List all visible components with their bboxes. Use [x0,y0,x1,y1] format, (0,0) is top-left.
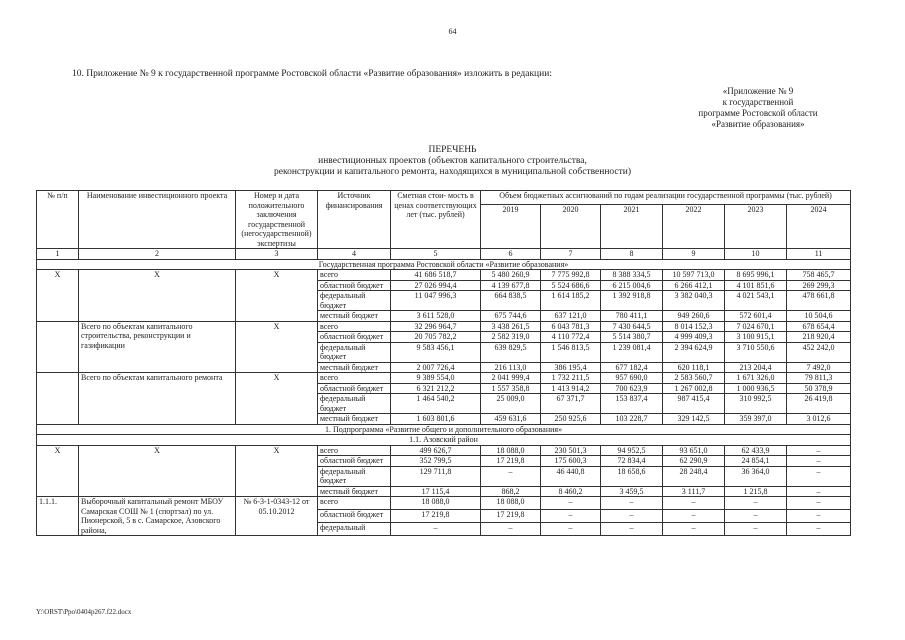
cell-value: 269 299,3 [787,280,851,291]
cell-value: 2 041 999,4 [481,373,541,384]
cell-value: 103 228,7 [601,414,663,425]
cell-value: 758 465,7 [787,270,851,281]
header-year: 2020 [541,205,601,249]
cell-value: 175 600,3 [541,456,601,467]
header-year: 2019 [481,205,541,249]
cell-source: федеральный [318,523,391,536]
cell-value: 62 433,9 [725,445,787,456]
cell-expertise: X [236,445,318,497]
cell-value: 7 430 644,5 [601,321,663,332]
cell-source: областной бюджет [318,456,391,467]
cell-value: 3 710 550,6 [725,342,787,362]
cell-source: федеральный бюджет [318,394,391,414]
cell-value: – [787,510,851,523]
cell-value: – [725,510,787,523]
cell-value: 3 382 040,3 [663,291,725,311]
cell-source: всего [318,373,391,384]
cell-source: областной бюджет [318,280,391,291]
cell-value: 1 614 185,2 [541,291,601,311]
cell-value: 6 266 412,1 [663,280,725,291]
cell-value: 10 504,6 [787,311,851,322]
column-number: 4 [318,249,391,260]
cell-source: всего [318,497,391,510]
cell-value: 4 999 409,3 [663,332,725,343]
cell-value: 664 838,5 [481,291,541,311]
cell-value: 153 837,4 [601,394,663,414]
cell-value: 700 623,9 [601,383,663,394]
cell-source: всего [318,321,391,332]
column-number: 1 [37,249,79,260]
appendix-line: «Развитие образования» [711,119,805,129]
cell-value: 50 378,9 [787,383,851,394]
cell-value: – [601,510,663,523]
cell-project-name: Всего по объектам капитального ремонта [79,373,236,425]
cell-value: 637 121,0 [541,311,601,322]
section-row [37,424,851,435]
cell-value: – [787,497,851,510]
cell-project-name: X [79,445,236,497]
cell-value: 459 631,6 [481,414,541,425]
cell-value: – [601,523,663,536]
document-title [0,145,905,178]
cell-value: 213 204,4 [725,362,787,373]
cell-value: 79 811,3 [787,373,851,384]
cell-value: 62 290,9 [663,456,725,467]
column-number: 6 [481,249,541,260]
cell-value: 4 101 851,6 [725,280,787,291]
cell-value: – [601,497,663,510]
cell-value: 2 583 560,7 [663,373,725,384]
cell-project-name: X [79,270,236,322]
column-number: 10 [725,249,787,260]
cell-source: федеральный бюджет [318,291,391,311]
cell-value: – [725,497,787,510]
cell-value: – [725,523,787,536]
header-year: 2021 [601,205,663,249]
cell-value: 41 686 518,7 [391,270,481,281]
cell-expertise: X [236,373,318,425]
cell-value: 1 603 801,6 [391,414,481,425]
section-title: 1.1. Азовский район [37,435,851,446]
cell-value: 8 695 996,1 [725,270,787,281]
cell-value: 1 392 918,8 [601,291,663,311]
cell-value: 26 419,8 [787,394,851,414]
cell-value: 18 088,0 [481,445,541,456]
cell-value: 28 248,4 [663,466,725,486]
cell-value: 1 413 914,2 [541,383,601,394]
cell-value: – [663,497,725,510]
cell-value: 780 411,1 [601,311,663,322]
cell-value: 230 501,3 [541,445,601,456]
table-row [37,270,851,281]
section-title: 1. Подпрограмма «Развитие общего и дополнительного образования» [37,424,851,435]
cell-value: 94 952,5 [601,445,663,456]
cell-value: 1 000 936,5 [725,383,787,394]
column-number: 9 [663,249,725,260]
cell-source: всего [318,445,391,456]
cell-value: 18 658,6 [601,466,663,486]
cell-value: 24 854,1 [725,456,787,467]
cell-value: 7 775 992,8 [541,270,601,281]
cell-source: областной бюджет [318,383,391,394]
header-row [37,191,851,205]
cell-value: 678 654,4 [787,321,851,332]
cell-value: 572 601,4 [725,311,787,322]
intro-text: 10. Приложение № 9 к государственной программе Ростовской области «Развитие образования» изложить в редакции: [72,69,552,79]
cell-value: 6 043 781,3 [541,321,601,332]
cell-value: 2 007 726,4 [391,362,481,373]
cell-no: X [37,445,79,497]
cell-value: 2 582 319,0 [481,332,541,343]
cell-value: 17 219,8 [481,510,541,523]
cell-value: 675 744,6 [481,311,541,322]
cell-value: 8 460,2 [541,486,601,497]
cell-no: 1.1.1. [37,497,79,536]
cell-no [37,373,79,425]
header-name: Наименование инвестиционного проекта [79,191,236,249]
cell-value: 7 024 670,1 [725,321,787,332]
cell-source: местный бюджет [318,311,391,322]
column-number: 2 [79,249,236,260]
cell-value: 6 215 004,6 [601,280,663,291]
cell-value: 1 557 358,8 [481,383,541,394]
column-number: 8 [601,249,663,260]
page-number: 64 [448,27,457,36]
header-source: Источник финансирования [318,191,391,249]
section-row [37,435,851,446]
cell-value: 5 480 260,9 [481,270,541,281]
cell-value: 3 438 261,5 [481,321,541,332]
cell-value: 4 139 677,8 [481,280,541,291]
cell-value: 5 524 686,6 [541,280,601,291]
cell-value: 3 459,5 [601,486,663,497]
cell-value: 359 397,0 [725,414,787,425]
cell-value: 868,2 [481,486,541,497]
cell-value: 8 388 334,5 [601,270,663,281]
cell-value: 478 661,8 [787,291,851,311]
cell-expertise: X [236,270,318,322]
cell-project-name: Всего по объектам капитального строительства, реконструкции и газификации [79,321,236,373]
table-row [37,445,851,456]
cell-value: 499 626,7 [391,445,481,456]
cell-value: 129 711,8 [391,466,481,486]
cell-value: 93 651,0 [663,445,725,456]
header-expertise: Номер и дата положительного заключения государственной (негосударственной) экспертизы [236,191,318,249]
column-number: 7 [541,249,601,260]
section-title: Государственная программа Ростовской области «Развитие образования» [37,259,851,270]
cell-value: 4 110 772,4 [541,332,601,343]
cell-value: 11 047 996,3 [391,291,481,311]
section-row [37,259,851,270]
cell-value: 10 597 713,0 [663,270,725,281]
cell-value: 20 705 782,2 [391,332,481,343]
cell-value: 5 514 380,7 [601,332,663,343]
column-number: 5 [391,249,481,260]
column-number: 3 [236,249,318,260]
table-body [37,259,851,536]
appendix-line: программе Ростовской области [698,108,818,118]
cell-value: 1 671 326,0 [725,373,787,384]
cell-value: 310 992,5 [725,394,787,414]
cell-value: 4 021 543,1 [725,291,787,311]
cell-value: 72 834,4 [601,456,663,467]
cell-source: федеральный бюджет [318,342,391,362]
cell-value: 3 012,6 [787,414,851,425]
cell-value: – [663,523,725,536]
column-number: 11 [787,249,851,260]
cell-value: 957 690,0 [601,373,663,384]
header-volume: Объем бюджетных ассигнований по годам реализации государственной программы (тыс. рублей) [481,191,851,205]
cell-source: местный бюджет [318,486,391,497]
title-line: реконструкции и капитального ремонта, находящихся в муниципальной собственности) [273,167,632,177]
cell-value: 1 464 540,2 [391,394,481,414]
cell-value: – [481,523,541,536]
cell-source: местный бюджет [318,362,391,373]
cell-value: 18 088,0 [481,497,541,510]
cell-value: 1 546 813,5 [541,342,601,362]
cell-no [37,321,79,373]
cell-source: местный бюджет [318,414,391,425]
cell-value: 1 267 002,8 [663,383,725,394]
cell-value: 2 394 624,9 [663,342,725,362]
cell-value: 3 111,7 [663,486,725,497]
cell-value: – [787,486,851,497]
cell-no: X [37,270,79,322]
cell-value: 620 118,1 [663,362,725,373]
cell-value: 949 260,6 [663,311,725,322]
cell-source: областной бюджет [318,510,391,523]
cell-value: 67 371,7 [541,394,601,414]
cell-value: 8 014 152,3 [663,321,725,332]
table-row [37,373,851,384]
appendix-note [673,86,843,130]
cell-value: 46 440,8 [541,466,601,486]
cell-value: – [663,510,725,523]
cell-project-name: Выборочный капитальный ремонт МБОУ Самарская СОШ № 1 (спортзал) по ул. Пионерской, 5 в с. Самарское, Азовского района, [79,497,236,536]
cell-value: 18 088,0 [391,497,481,510]
cell-value: – [787,466,851,486]
table-row [37,321,851,332]
cell-value: 27 026 994,4 [391,280,481,291]
cell-value: 32 296 964,7 [391,321,481,332]
cell-value: 9 583 456,1 [391,342,481,362]
cell-value: 386 195,4 [541,362,601,373]
cell-value: – [541,523,601,536]
cell-value: 6 321 212,2 [391,383,481,394]
cell-source: федеральный бюджет [318,466,391,486]
cell-expertise: № 6-3-1-0343-12 от 05.10.2012 [236,497,318,536]
cell-value: – [787,456,851,467]
cell-value: 17 219,8 [391,510,481,523]
header-no: № п/п [37,191,79,249]
cell-expertise: X [236,321,318,373]
cell-value: 25 009,0 [481,394,541,414]
cell-value: 218 920,4 [787,332,851,343]
cell-value: 3 611 528,0 [391,311,481,322]
cell-value: – [541,497,601,510]
table-row [37,497,851,510]
cell-source: областной бюджет [318,332,391,343]
cell-value: – [787,445,851,456]
cell-value: 216 113,0 [481,362,541,373]
cell-value: 9 389 554,0 [391,373,481,384]
footer-path: Y:\ORST\Ppo\0404p267.f22.docx [36,608,132,616]
cell-value: 17 115,4 [391,486,481,497]
header-year: 2024 [787,205,851,249]
cell-value: 250 925,6 [541,414,601,425]
cell-value: 17 219,8 [481,456,541,467]
cell-value: 1 215,8 [725,486,787,497]
cell-value: 3 100 915,1 [725,332,787,343]
cell-source: всего [318,270,391,281]
appendix-line: «Приложение № 9 [722,86,794,96]
appendix-line: к государственной [722,97,794,107]
investment-projects-table [36,190,851,536]
cell-value: – [541,510,601,523]
cell-value: 1 239 081,4 [601,342,663,362]
cell-value: 677 182,4 [601,362,663,373]
cell-value: – [787,523,851,536]
cell-value: 7 492,0 [787,362,851,373]
title-line: ПЕРЕЧЕНЬ [428,145,477,155]
title-line: инвестиционных проектов (объектов капитального строительства, [318,156,587,166]
cell-value: 329 142,5 [663,414,725,425]
cell-value: – [391,523,481,536]
cell-value: 987 415,4 [663,394,725,414]
column-number-row [37,249,851,260]
cell-value: 352 799,5 [391,456,481,467]
header-year: 2022 [663,205,725,249]
cell-value: 1 732 211,5 [541,373,601,384]
header-year: 2023 [725,205,787,249]
cell-value: 36 364,0 [725,466,787,486]
cell-value: 452 242,0 [787,342,851,362]
cell-value: 639 829,5 [481,342,541,362]
header-cost: Сметная стои- мость в ценах соответствующих лет (тыс. рублей) [391,191,481,249]
cell-value: – [481,466,541,486]
